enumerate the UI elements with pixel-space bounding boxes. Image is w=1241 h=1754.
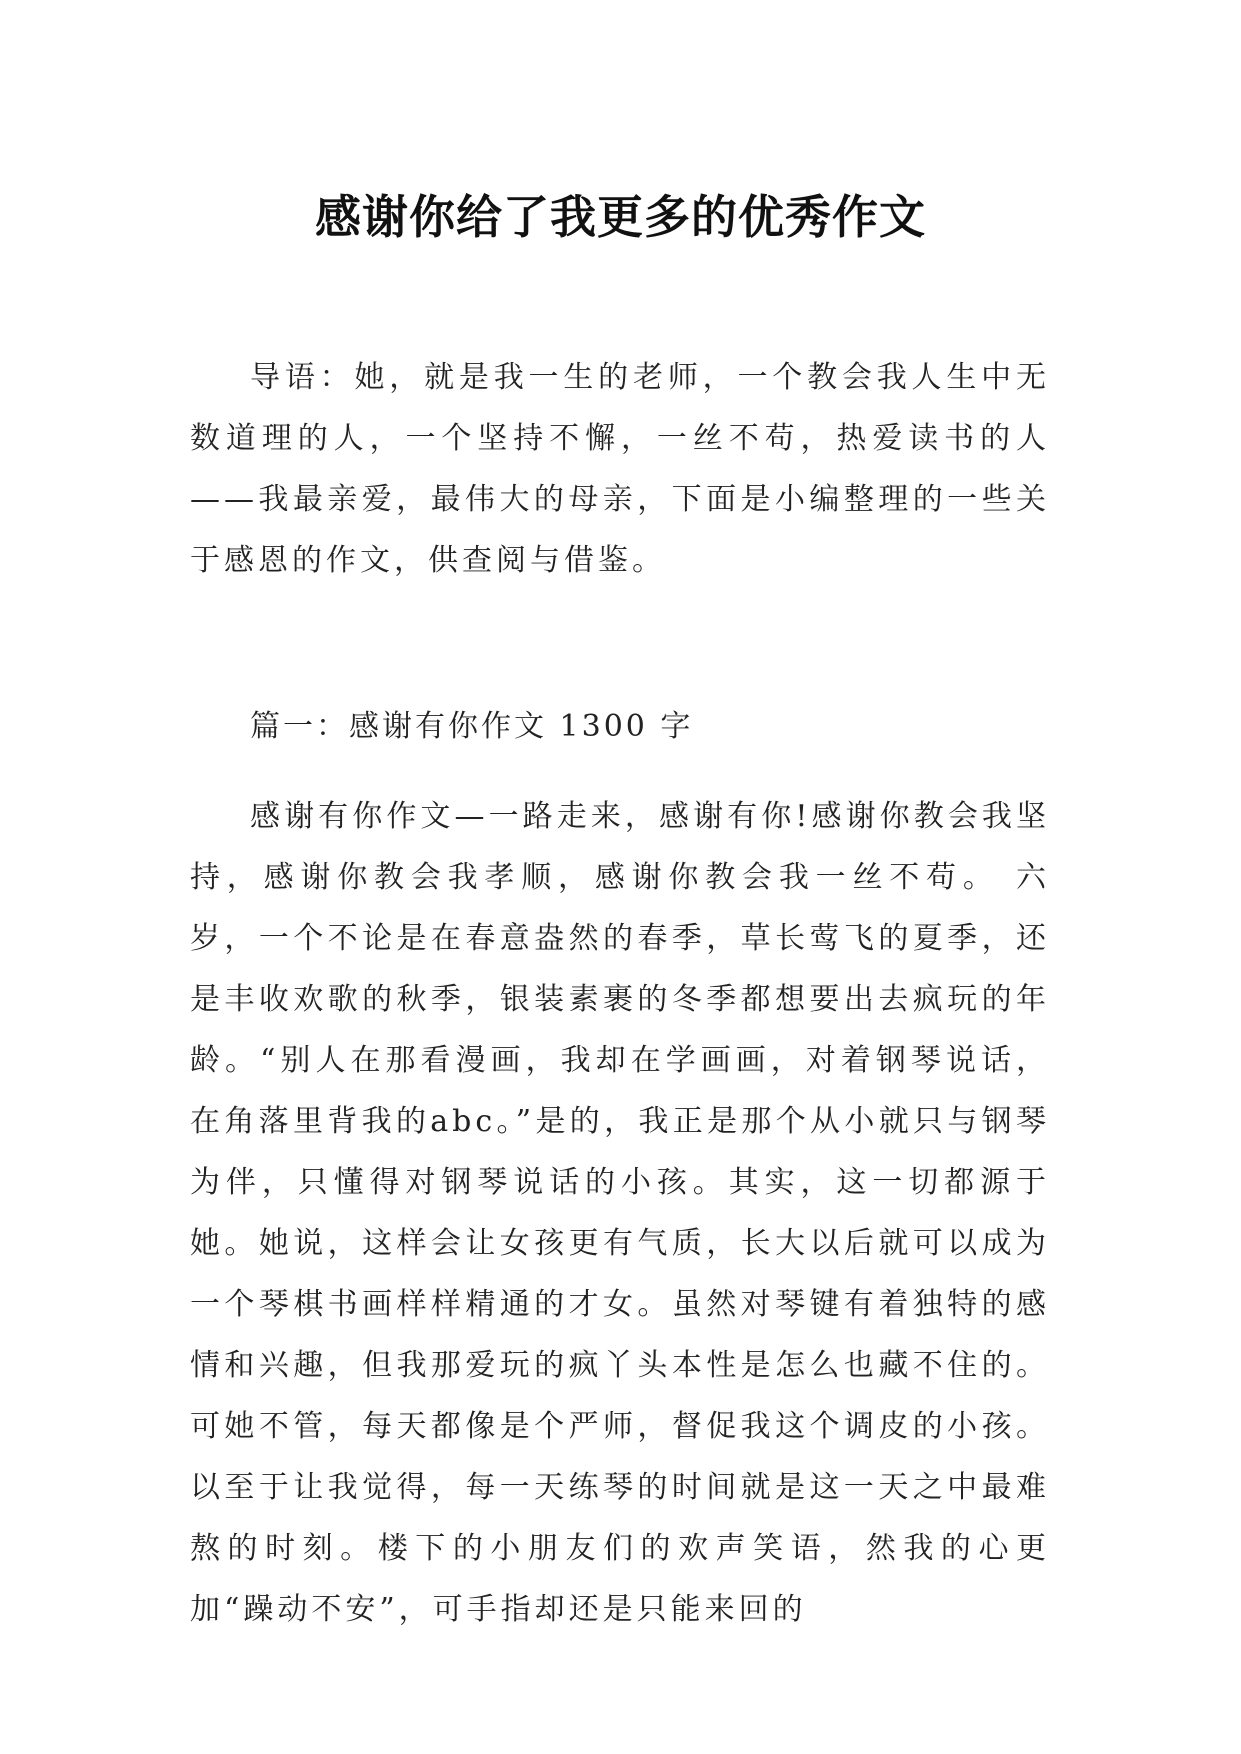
section-heading: 篇一：感谢有你作文 1300 字	[250, 709, 694, 744]
document-title: 感谢你给了我更多的优秀作文	[315, 189, 926, 244]
body-paragraph: 感谢有你作文—一路走来，感谢有你!感谢你教会我坚持，感谢你教会我孝顺，感谢你教会我一丝不苟。 六岁，一个不论是在春意盎然的春季，草长莺飞的夏季，还是丰收欢歌的秋季，银装素裹的冬季都想要出去疯玩的年龄。“别人在那看漫画，我却在学画画，对着钢琴说话，在角落里背我的abc。”是的，我正是那个从小就只与钢琴为伴，只懂得对钢琴说话的小孩。其实，这一切都源于她。她说，这样会让女孩更有气质，长大以后就可以成为一个琴棋书画样样精通的才女。虽然对琴键有着独特的感情和兴趣，但我那爱玩的疯丫头本性是怎么也藏不住的。可她不管，每天都像是个严师，督促我这个调皮的小孩。以至于让我觉得，每一天练琴的时间就是这一天之中最难熬的时刻。楼下的小朋友们的欢声笑语，然我的心更加“躁动不安”，可手指却还是只能来回的	[190, 799, 1050, 1627]
intro-paragraph: 导语：她，就是我一生的老师，一个教会我人生中无数道理的人，一个坚持不懈，一丝不苟，热爱读书的人——我最亲爱，最伟大的母亲，下面是小编整理的一些关于感恩的作文，供查阅与借鉴。	[190, 360, 1050, 578]
